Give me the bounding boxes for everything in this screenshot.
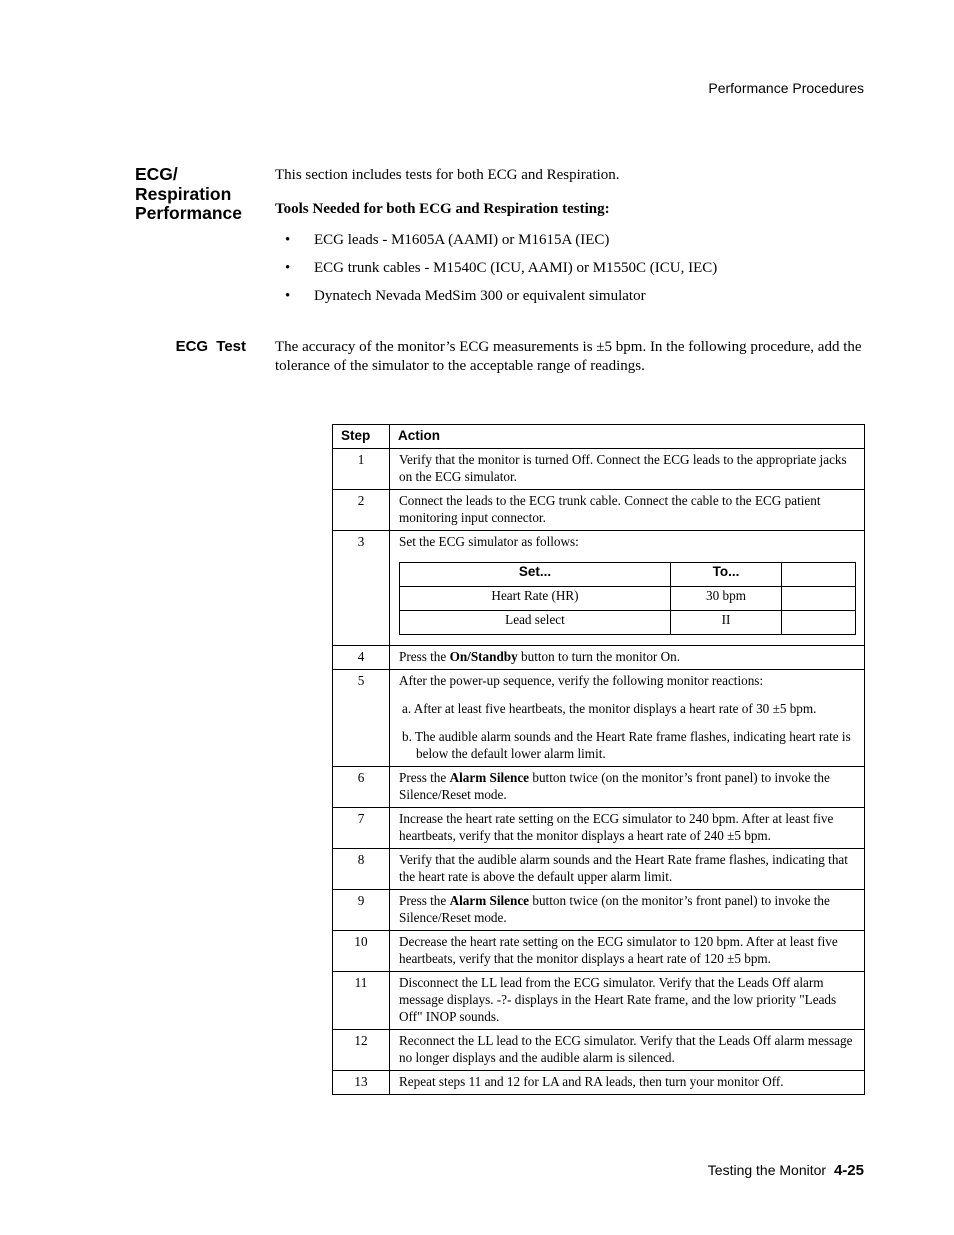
- list-item: [285, 287, 717, 315]
- step-number: 12: [333, 1030, 390, 1071]
- list-item: [285, 259, 717, 287]
- simulator-settings-table: [399, 562, 856, 635]
- step-action: [390, 670, 865, 767]
- ecg-test-description: The accuracy of the monitor’s ECG measurements is ±5 bpm. In the following procedure, add the tolerance of the simulator to the acceptable range of readings.: [275, 339, 862, 374]
- button-name: On/Standby: [449, 649, 518, 664]
- bullet-icon: •: [285, 232, 291, 248]
- step-action: Verify that the audible alarm sounds and the Heart Rate frame flashes, indicating that the heart rate is above the default upper alarm limit.: [390, 849, 865, 890]
- table-row: [333, 1030, 865, 1071]
- tool-text: Dynatech Nevada MedSim 300 or equivalent simulator: [314, 288, 646, 304]
- table-row: [333, 931, 865, 972]
- tool-text: ECG leads - M1605A (AAMI) or M1615A (IEC): [314, 232, 610, 248]
- step-number: 8: [333, 849, 390, 890]
- table-row: [333, 449, 865, 490]
- page-footer: [708, 1162, 864, 1179]
- step-action-text: Press the: [399, 770, 450, 785]
- step-action: [390, 646, 865, 670]
- button-name: Alarm Silence: [449, 770, 530, 785]
- table-row: [333, 646, 865, 670]
- step-action: Disconnect the LL lead from the ECG simulator. Verify that the Leads Off alarm message displays. -?- displays in the Heart Rate frame, and the low priority "Leads Off" INOP sounds.: [390, 972, 865, 1030]
- setting-name: Lead select: [400, 611, 671, 635]
- step-action-text: button twice (on the monitor’s front panel) to invoke the Silence/Reset mode.: [399, 770, 830, 802]
- tool-text: ECG trunk cables - M1540C (ICU, AAMI) or M1550C (ICU, IEC): [314, 260, 718, 276]
- step-action: Verify that the monitor is turned Off. Connect the ECG leads to the appropriate jacks on the ECG simulator.: [390, 449, 865, 490]
- step-action-text: button to turn the monitor On.: [517, 649, 681, 664]
- table-row: [333, 531, 865, 646]
- step-action-text: button twice (on the monitor’s front panel) to invoke the Silence/Reset mode.: [399, 893, 830, 925]
- step-number: 2: [333, 490, 390, 531]
- ecg-test-heading: ECG Test: [175, 338, 246, 355]
- step-action: Decrease the heart rate setting on the ECG simulator to 120 bpm. After at least five heartbeats, verify that the monitor displays a heart rate of 120 ±5 bpm.: [390, 931, 865, 972]
- tools-heading: Tools Needed for both ECG and Respiration testing:: [275, 201, 610, 217]
- bullet-icon: •: [285, 260, 291, 276]
- column-header-step: Step: [333, 425, 390, 449]
- step-number: 4: [333, 646, 390, 670]
- footer-chapter: Testing the Monitor: [707, 1162, 827, 1178]
- page-number: 4-25: [833, 1162, 864, 1179]
- setting-value: II: [671, 611, 782, 635]
- table-row: [333, 670, 865, 767]
- table-row: [333, 890, 865, 931]
- table-row: [333, 490, 865, 531]
- sub-step: a. After at least five heartbeats, the monitor displays a heart rate of 30 ±5 bpm.: [402, 701, 817, 716]
- settings-header-set: Set...: [400, 563, 671, 587]
- step-action: Increase the heart rate setting on the ECG simulator to 240 bpm. After at least five heartbeats, verify that the monitor displays a heart rate of 240 ±5 bpm.: [390, 808, 865, 849]
- table-row: [333, 767, 865, 808]
- step-action: Connect the leads to the ECG trunk cable. Connect the cable to the ECG patient monitoring input connector.: [390, 490, 865, 531]
- table-row: [333, 849, 865, 890]
- step-action: [390, 767, 865, 808]
- section-title-line: Performance: [135, 203, 242, 223]
- table-row: [333, 808, 865, 849]
- tools-list: [285, 231, 717, 315]
- table-row: [333, 1071, 865, 1095]
- step-number: 10: [333, 931, 390, 972]
- step-number: 7: [333, 808, 390, 849]
- step-number: 6: [333, 767, 390, 808]
- step-action: [390, 531, 865, 646]
- section-intro: This section includes tests for both ECG and Respiration.: [275, 167, 620, 183]
- section-title: [135, 165, 265, 224]
- step-number: 13: [333, 1071, 390, 1095]
- setting-name: Heart Rate (HR): [400, 587, 671, 611]
- list-item: [285, 231, 717, 259]
- button-name: Alarm Silence: [449, 893, 530, 908]
- step-number: 3: [333, 531, 390, 646]
- step-action-text: After the power-up sequence, verify the following monitor reactions:: [399, 673, 764, 688]
- step-action: [390, 890, 865, 931]
- bullet-icon: •: [285, 288, 291, 304]
- step-number: 1: [333, 449, 390, 490]
- step-action: Reconnect the LL lead to the ECG simulator. Verify that the Leads Off alarm message no longer displays and the audible alarm is silenced.: [390, 1030, 865, 1071]
- step-action-text: Press the: [399, 649, 450, 664]
- step-action-text: Press the: [399, 893, 450, 908]
- procedure-table: [332, 424, 865, 1095]
- step-action-text: Set the ECG simulator as follows:: [399, 534, 579, 549]
- sub-step: b. The audible alarm sounds and the Heart Rate frame flashes, indicating heart rate is below the default lower alarm limit.: [402, 729, 851, 761]
- running-header: Performance Procedures: [708, 80, 864, 96]
- column-header-action: Action: [390, 425, 865, 449]
- table-header-row: [333, 425, 865, 449]
- table-row: [333, 972, 865, 1030]
- section-title-line: Respiration: [135, 183, 232, 204]
- step-action: Repeat steps 11 and 12 for LA and RA leads, then turn your monitor Off.: [390, 1071, 865, 1095]
- section-title-line: ECG/: [135, 164, 178, 184]
- step-number: 11: [333, 972, 390, 1030]
- step-number: 5: [333, 670, 390, 767]
- setting-value: 30 bpm: [671, 587, 782, 611]
- step-number: 9: [333, 890, 390, 931]
- settings-header-to: To...: [671, 563, 782, 587]
